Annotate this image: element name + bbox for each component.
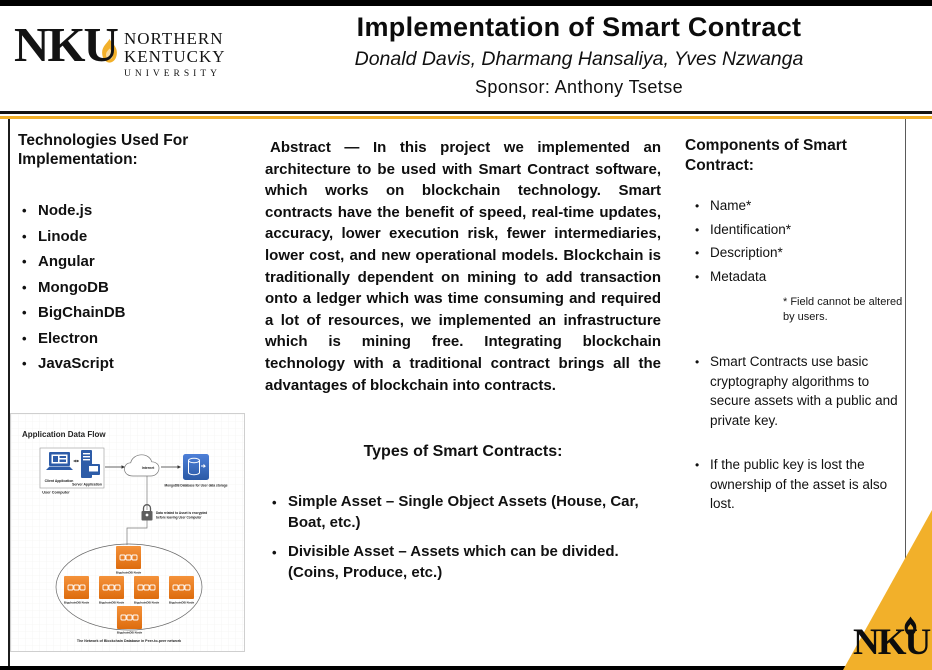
components-list: [695, 199, 895, 293]
bigchaindb-node-icon: [99, 576, 124, 599]
types-heading: Types of Smart Contracts:: [363, 443, 563, 460]
notes-list: [695, 352, 909, 539]
top-border-bar: [0, 0, 932, 6]
list-item: • Node.js: [22, 203, 232, 218]
list-item: • Simple Asset – Single Object Assets (House, Car, Boat, etc.): [272, 491, 644, 533]
node-label: BigchainDB Node: [115, 570, 142, 575]
bottom-border-bar: [0, 666, 932, 670]
list-item: • Description*: [695, 246, 895, 260]
technologies-list: [22, 203, 232, 382]
poster-title: Implementation of Smart Contract: [356, 12, 802, 42]
header-divider-gold: [0, 116, 932, 119]
diagram-caption: The Network of Blockchain Database in Peer-to-peer network: [76, 639, 182, 643]
bigchaindb-node-icon: [169, 576, 194, 599]
list-item: • BigChainDB: [22, 305, 232, 320]
internet-label: Internet: [141, 466, 155, 470]
types-list: [272, 491, 644, 591]
list-item: • JavaScript: [22, 356, 232, 371]
abstract-paragraph: Abstract — In this project we implemented an architecture to be used with Smart Contract software, which works on blockchain technology. Smart contracts have the benefit of speed, real-time updates, accuracy, lower execution risk, fewer intermediaries, lower cost, and new operational models. Blockchain is traditionally dependent on mining to add transaction onto a ledger which was time consuming and required a lot of resources, we implemented an infrastructure which is mining free. Integrating blockchain technology with a traditional contract brings all the advantages of blockchain into contracts.: [265, 139, 661, 394]
logo-line-northern: NORTHERN: [124, 29, 224, 48]
technologies-heading: Technologies Used For Implementation:: [18, 132, 189, 169]
application-data-flow-diagram: [11, 414, 244, 651]
mongodb-database-icon: [183, 454, 209, 480]
nku-logo: [14, 18, 244, 90]
bigchaindb-node-icon: [134, 576, 159, 599]
components-heading: Components of Smart Contract:: [685, 137, 847, 175]
laptop-icon: [46, 452, 73, 470]
list-item: • Electron: [22, 331, 232, 346]
nku-logo-wordmark: [124, 30, 226, 81]
node-label: BigchainDB Node: [63, 600, 90, 605]
nku-corner-logo: [853, 618, 930, 668]
poster-sponsor: Sponsor: Anthony Tsetse: [475, 77, 683, 97]
node-label: BigchainDB Node: [98, 600, 125, 605]
encryption-note-line2: before leaving User Computer: [156, 515, 202, 520]
logo-line-university: UNIVERSITY: [124, 69, 221, 79]
server-application-label: Server Application: [72, 482, 102, 487]
nku-corner-acronym: NKU: [853, 622, 930, 663]
bigchaindb-node-icon: [116, 546, 141, 569]
node-label: BigchainDB Node: [133, 600, 160, 605]
list-item: • MongoDB: [22, 280, 232, 295]
list-item: • Angular: [22, 254, 232, 269]
mongodb-label: MongoDB Database for User data storage: [164, 483, 228, 488]
diagram-title: Application Data Flow: [22, 430, 106, 439]
list-item: • Smart Contracts use basic cryptography algorithms to secure assets with a public and private key.: [695, 352, 909, 430]
field-footnote: * Field cannot be altered by users.: [783, 296, 903, 324]
bigchaindb-node-icon: [117, 606, 142, 629]
list-item: • Metadata: [695, 270, 895, 284]
masthead: [228, 12, 930, 98]
poster-authors: Donald Davis, Dharmang Hansaliya, Yves Nzwanga: [354, 48, 804, 70]
user-computer-label: User Computer: [42, 490, 70, 495]
node-label: BigchainDB Node: [168, 600, 195, 605]
list-item: • Linode: [22, 229, 232, 244]
header-divider-black: [0, 111, 932, 114]
logo-line-kentucky: KENTUCKY: [124, 47, 226, 66]
list-item: • Divisible Asset – Assets which can be divided. (Coins, Produce, etc.): [272, 541, 644, 583]
encryption-note-line1: Data related to Asset is encrypted: [156, 511, 208, 515]
list-item: • Identification*: [695, 223, 895, 237]
bigchaindb-node-icon: [64, 576, 89, 599]
application-data-flow-figure: [10, 413, 245, 652]
nku-logo-acronym: NKU: [14, 17, 117, 72]
list-item: • Name*: [695, 199, 895, 213]
client-application-label: Client Application: [44, 479, 74, 483]
node-label: BigchainDB Node: [116, 630, 143, 635]
list-item: • If the public key is lost the ownership of the asset is also lost.: [695, 455, 909, 514]
